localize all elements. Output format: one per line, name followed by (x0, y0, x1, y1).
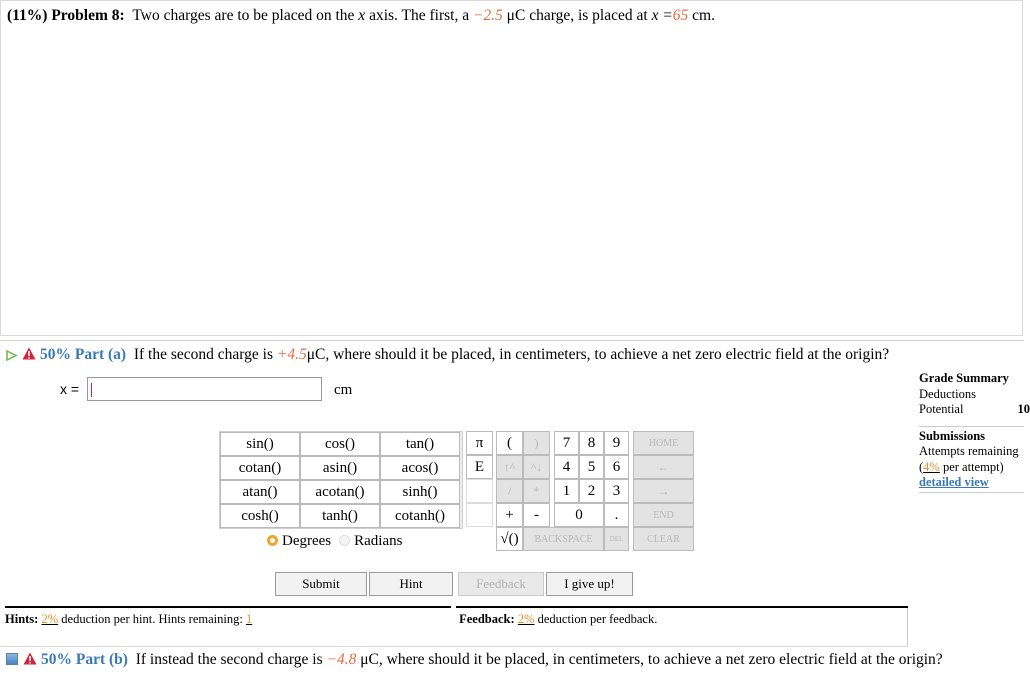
hints-pct: 2% (41, 612, 59, 626)
per-attempt (919, 460, 1024, 476)
potential-value: 10 (1017, 402, 1030, 416)
attempts-label: Attempts remaining (919, 444, 1019, 458)
problem-percent: (11%) (7, 7, 48, 24)
detailed-view-link[interactable]: detailed view (919, 475, 989, 489)
radians-radio[interactable] (339, 535, 350, 546)
problem-statement (7, 7, 715, 25)
charge-1-unit: μC (506, 7, 526, 24)
hints-panel (5, 606, 451, 646)
key-6[interactable]: 6 (604, 455, 629, 479)
numeric-keypad (466, 431, 694, 555)
text-cursor (91, 383, 92, 397)
function-keypad (219, 431, 463, 529)
key-down-caret[interactable]: ^↓ (523, 455, 550, 479)
divider (0, 646, 908, 647)
key-dot[interactable]: . (604, 503, 629, 527)
key-4[interactable]: 4 (554, 455, 579, 479)
part-a-charge: +4.5 (276, 346, 307, 363)
degrees-option[interactable] (267, 533, 331, 550)
problem-x-eq: x = (651, 7, 673, 24)
radians-label: Radians (354, 532, 403, 549)
collapse-icon[interactable] (6, 653, 18, 665)
problem-text-before: Two charges are to be placed on the (132, 7, 355, 24)
position-value: 65 (672, 7, 689, 24)
key-left-paren[interactable]: ( (496, 431, 523, 455)
key-cos[interactable]: cos() (300, 432, 380, 456)
key-home[interactable]: HOME (633, 431, 694, 455)
per-attempt-text: per attempt) (942, 459, 1004, 474)
key-blank-2 (466, 503, 493, 527)
key-backspace[interactable]: BACKSPACE (523, 527, 604, 551)
submit-button[interactable]: Submit (275, 572, 367, 596)
key-asin[interactable]: asin() (300, 456, 380, 480)
key-acos[interactable]: acos() (380, 456, 460, 480)
problem-x-var: x (358, 7, 366, 24)
part-b-label: 50% Part (b) (41, 651, 128, 668)
problem-box (0, 0, 1023, 336)
feedback-panel (456, 606, 908, 646)
key-end[interactable]: END (633, 503, 694, 527)
key-1[interactable]: 1 (554, 479, 579, 503)
feedback-text: deduction per feedback. (537, 612, 658, 626)
part-a-question (6, 346, 889, 364)
part-b-question-end: , where should it be placed, in centimeters, to achieve a net zero electric field at the origin? (378, 651, 943, 668)
key-atan[interactable]: atan() (220, 480, 300, 504)
hints-remaining: 1 (245, 612, 253, 626)
position-unit: cm. (692, 7, 715, 24)
key-cotanh[interactable]: cotanh() (380, 504, 460, 528)
part-b-unit: μC (360, 651, 379, 668)
key-blank-1 (466, 479, 493, 503)
warning-icon (22, 347, 36, 360)
key-clear[interactable]: CLEAR (633, 527, 694, 551)
answer-label: x = (60, 381, 80, 397)
feedback-pct: 2% (517, 612, 535, 626)
charge-1-value: −2.5 (472, 7, 503, 24)
key-up-caret[interactable]: ↑^ (496, 455, 523, 479)
warning-icon (23, 652, 37, 665)
feedback-button[interactable]: Feedback (458, 572, 544, 596)
degrees-radio[interactable] (267, 535, 278, 546)
key-minus[interactable]: - (523, 503, 550, 527)
degrees-label: Degrees (282, 532, 332, 549)
key-plus[interactable]: + (496, 503, 523, 527)
key-8[interactable]: 8 (579, 431, 604, 455)
key-pi[interactable]: π (466, 431, 493, 455)
key-sin[interactable]: sin() (220, 432, 300, 456)
part-b-charge: −4.8 (326, 651, 357, 668)
problem-label: Problem 8: (51, 7, 125, 24)
hints-label: Hints: (5, 612, 39, 626)
answer-unit: cm (334, 382, 353, 398)
problem-text-mid: axis. The first, a (369, 7, 470, 24)
key-sqrt[interactable]: √() (496, 527, 523, 551)
part-a-label: 50% Part (a) (40, 346, 127, 363)
expand-arrow-icon[interactable] (6, 350, 17, 361)
grade-summary-title: Grade Summary (919, 371, 1009, 385)
key-right-arrow[interactable]: → (633, 479, 694, 503)
feedback-label: Feedback: (459, 612, 515, 626)
radians-option[interactable] (339, 533, 402, 550)
key-cotan[interactable]: cotan() (220, 456, 300, 480)
submissions-title: Submissions (919, 428, 986, 443)
key-left-arrow[interactable]: ← (633, 455, 694, 479)
key-sinh[interactable]: sinh() (380, 480, 460, 504)
key-tan[interactable]: tan() (380, 432, 460, 456)
key-5[interactable]: 5 (579, 455, 604, 479)
part-a-unit: μC (306, 346, 326, 363)
part-a-question-end: , where should it be placed, in centimeters, to achieve a net zero electric field at the origin? (325, 346, 890, 363)
key-9[interactable]: 9 (604, 431, 629, 455)
give-up-button[interactable]: I give up! (546, 572, 633, 596)
answer-input[interactable] (87, 377, 322, 401)
key-del[interactable]: DEL (604, 527, 629, 551)
part-b-question (6, 651, 943, 669)
key-0[interactable]: 0 (554, 503, 604, 527)
part-b-question-start: If instead the second charge is (135, 651, 323, 668)
hints-text: deduction per hint. Hints remaining: (61, 612, 243, 626)
potential-label: Potential (919, 402, 964, 416)
per-attempt-pct: 4% (923, 459, 940, 474)
problem-text-placed: charge, is placed at (529, 7, 648, 24)
key-acotan[interactable]: acotan() (300, 480, 380, 504)
key-right-paren[interactable]: ) (523, 431, 550, 455)
part-a-question-start: If the second charge is (133, 346, 274, 363)
key-e[interactable]: E (466, 455, 493, 479)
grade-summary (919, 371, 1030, 495)
angle-mode-row (219, 529, 463, 553)
per-attempt-open: ( (919, 459, 924, 474)
key-2[interactable]: 2 (579, 479, 604, 503)
key-7[interactable]: 7 (554, 431, 579, 455)
key-3[interactable]: 3 (604, 479, 629, 503)
key-star[interactable]: * (523, 479, 550, 503)
key-tanh[interactable]: tanh() (300, 504, 380, 528)
key-slash[interactable]: / (496, 479, 523, 503)
key-cosh[interactable]: cosh() (220, 504, 300, 528)
deductions-label: Deductions (919, 386, 976, 401)
hint-button[interactable]: Hint (369, 572, 453, 596)
